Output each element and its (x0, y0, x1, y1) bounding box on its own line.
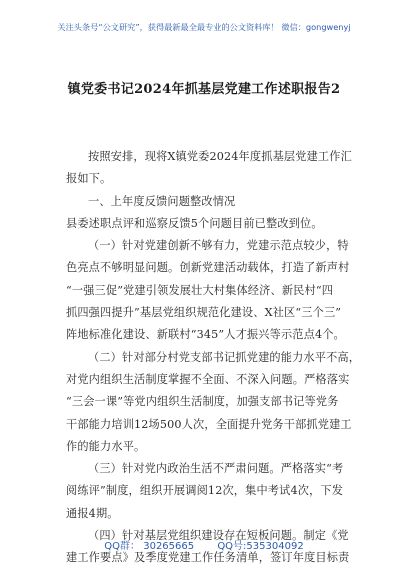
section-heading: 一、上年度反馈问题整改情况 (88, 194, 236, 208)
text-line: “三会一课”等党内组织生活制度，加强支部书记等党务 (66, 395, 339, 409)
text-line: 抓四强四提升”基层党组织规范化建设、X社区“三个三” (66, 306, 342, 320)
footer-qq-number: QQ号:535304092 (217, 541, 304, 552)
document-title: 镇党委书记2024年抓基层党建工作述职报告2 (67, 82, 341, 97)
text-line: “一强三促”党建引领发展壮大村集体经济、新民村“四 (66, 283, 334, 297)
text-line: 对党内组织生活制度掌握不全面、不深入问题。严格落实 (66, 372, 350, 386)
text-line: 按照安排，现将X镇党委2024年度抓基层党建工作汇 (88, 150, 352, 163)
footer-qq-group: QQ群： 30265665 (104, 541, 195, 552)
text-line: 色亮点不够明显问题。创新党建活动载体，打造了新声村 (66, 261, 350, 275)
text-line: 通报4期。 (66, 506, 119, 520)
text-line: 阵地标准化建设、新联村“345”人才振兴等示范点4个。 (66, 328, 345, 342)
text-line: 阅练评”制度，组织开展调阅12次，集中考试4次，下发 (66, 484, 344, 498)
text-line: 县委述职点评和巡察反馈5个问题目前已整改到位。 (66, 216, 323, 230)
footer-contact (0, 537, 408, 552)
document-body (66, 146, 361, 570)
text-line: （一）针对党建创新不够有力，党建示范点较少，特 (88, 239, 349, 253)
text-line: （三）针对党内政治生活不严肃问题。严格落实“考 (88, 462, 344, 476)
text-line: 建工作要点》及季度党建工作任务清单，签订年度目标责 (66, 551, 350, 565)
text-line: 干部能力培训12场500人次，全面提升党务干部抓党建工 (66, 417, 352, 431)
header-notice: 关注头条号“公文研究”，获得最新最全最专业的公文资料库！ 微信：gongwenyj (57, 22, 351, 32)
text-line: （四）针对基层党组织建设存在短板问题。制定《党 (88, 529, 349, 543)
text-line: 作的能力水平。 (66, 439, 146, 453)
text-line: （二）针对部分村党支部书记抓党建的能力水平不高， (88, 350, 361, 364)
text-line: 报如下。 (66, 172, 112, 186)
